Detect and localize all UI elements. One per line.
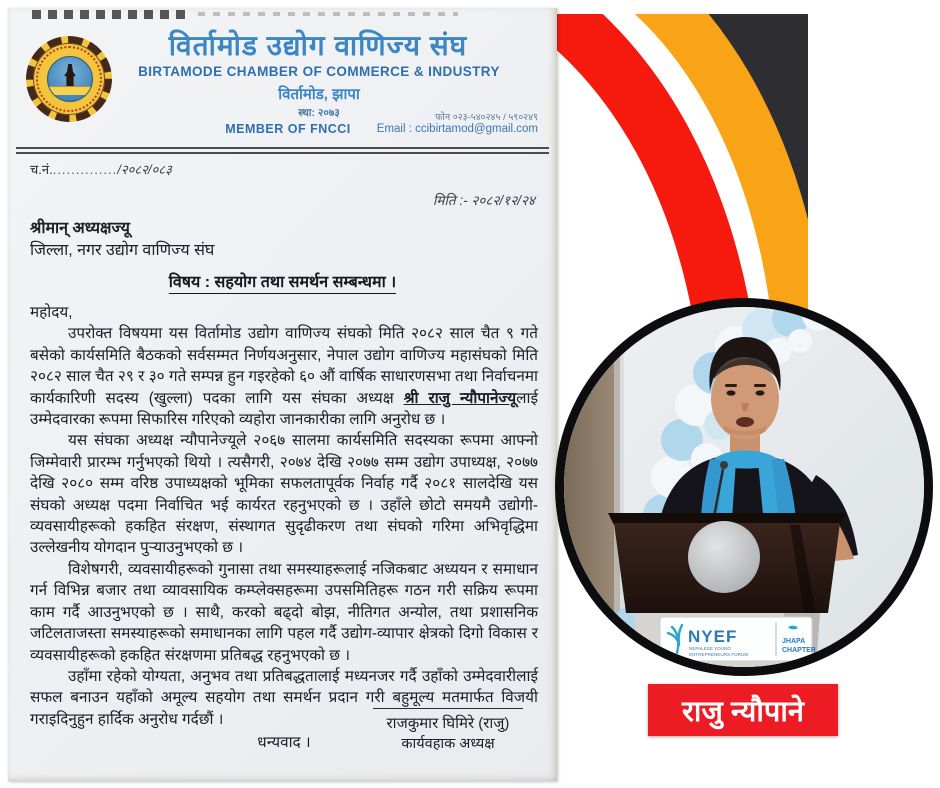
photo-illustration xyxy=(564,307,924,667)
paragraph-2: यस संघका अध्यक्ष न्यौपानेज्यूले २०६७ सालमा कार्यसमिति सदस्यका रूपमा आफ्नो जिम्मेवारी प्रारम्भ गर्नुभएको थियो । त्यसैगरी, २०७४ देखि २०७७ सम्म उद्योग उपाध्यक्ष, २०७७ देखि २०८० सम्म वरिष्ठ उपाध्यक्षको भूमिका सफलतापूर्वक निर्वाह गर्दै २०८१ सालदेखि यस संघको अध्यक्ष पदमा निर्वाचित भई कार्यरत रहनुभएको छ । उहाँले छोटो समयमै उद्योगी-व्यवसायीहरूको हकहित संरक्षण, संस्थागत सुदृढीकरण तथा संघको गरिमा अभिवृद्धिमा उल्लेखनीय योगदान पुर्‍याउनुभएको छ । xyxy=(30,432,538,557)
signature-block xyxy=(373,708,523,753)
signatory-name: राजकुमार घिमिरे (राजु) xyxy=(386,715,510,732)
scan-artifact xyxy=(32,10,192,19)
svg-text:NYEF: NYEF xyxy=(688,627,738,646)
svg-text:JHAPA: JHAPA xyxy=(782,638,806,645)
logo-emblem-icon xyxy=(64,64,76,86)
signature-line xyxy=(373,708,523,709)
birtamode-chamber-seal-logo xyxy=(26,36,112,122)
letterhead-divider xyxy=(16,147,549,154)
nyef-sign xyxy=(660,617,816,661)
letter-page xyxy=(8,8,557,781)
signatory-title: कार्यवहाक अध्यक्ष xyxy=(401,736,495,752)
paragraph-3: विशेषगरी, व्यवसायीहरूको गुनासा तथा समस्याहरूलाई नजिकबाट अध्ययन र समाधान गर्न विभिन्न बजार तथा व्यावसायिक कम्प्लेक्सहरूमा उपसमितिहरू गठन गरी सक्रिय रूपमा काम गर्दै आउनुभएको छ । साथै, करको बढ्दो बोझ, नीतिगत अन्योल, तथा प्रशासनिक जटिलताजस्ता समस्याहरूको समाधानका लागि पहल गर्दै उद्योग-व्यापार क्षेत्रको दिगो विकास र व्यवसायीहरूको हकहित संरक्षणमा प्रतिबद्ध रहनुभएको छ । xyxy=(30,560,538,664)
logo-band xyxy=(48,86,92,95)
org-established: स्था: २०७३ xyxy=(298,107,340,119)
member-of-fncci: MEMBER OF FNCCI xyxy=(225,122,351,136)
closing-thanks: धन्यवाद । xyxy=(257,734,311,752)
svg-text:NEPALESE YOUNG: NEPALESE YOUNG xyxy=(689,646,731,651)
ref-label: च.नं. xyxy=(30,162,53,177)
reference-number-row xyxy=(30,160,172,178)
podium-plate xyxy=(688,521,760,593)
letter-date-handwritten: मिति :- २०८२/१२/२४ xyxy=(432,193,535,208)
org-phone: फोन ०२३-५४०२४५ / ५९०२४९ xyxy=(435,112,538,123)
ref-number-handwritten: /२०८२/०८३ xyxy=(117,162,172,177)
letter-body xyxy=(30,302,538,754)
org-email: Email : ccibirtamod@gmail.com xyxy=(376,123,538,135)
paragraph-1: उपरोक्त विषयमा यस विर्तामोड उद्योग वाणिज्य संघको मिति २०८२ साल चैत ९ गते बसेको कार्यसमिति बैठकको सर्वसम्मत निर्णयअनुसार, नेपाल उद्योग वाणिज्य महासंघको मिति २०८२ साल चैत २९ र ३० गते सम्पन्न हुन गइरहेको ६० औं वार्षिक साधारणसभा तथा निर्वाचनमा कार्यकारिणी सदस्य (खुल्ला) पदका लागि यस संघका अध्यक्ष श्री राजु न्यौपानेज्यूलाई उम्मेदवारका रूपमा सिफारिस गरिएको व्यहोरा जानकारीका लागि अनुरोध छ । xyxy=(30,325,538,429)
salutation: महोदय, xyxy=(30,304,73,321)
candidate-photo xyxy=(555,298,933,676)
org-location: विर्तामोड, झापा xyxy=(278,86,360,103)
logo-core xyxy=(47,56,93,102)
svg-text:CHAPTER: CHAPTER xyxy=(782,647,816,654)
recipient-line-1: श्रीमान् अध्यक्षज्यू xyxy=(30,220,130,237)
org-name-nepali: विर्तामोड उद्योग वाणिज्य संघ xyxy=(168,30,468,61)
subject-line: विषय : सहयोग तथा समर्थन सम्बन्धमा । xyxy=(8,270,557,292)
recipient-line-2: जिल्ला, नगर उद्योग वाणिज्य संघ xyxy=(30,242,215,259)
open-mouth xyxy=(736,417,754,427)
paragraph-4: उहाँमा रहेको योग्यता, अनुभव तथा प्रतिबद्धतालाई मध्यनजर गर्दै उहाँको उम्मेदवारीलाई सफल बनाउन यहाँको अमूल्य सहयोग तथा समर्थन प्रदान गरी बहुमूल्य मतमार्फत विजयी गराइदिनुहुन हार्दिक अनुरोध गर्दछौं । xyxy=(30,667,538,728)
org-name-english: BIRTAMODE CHAMBER OF COMMERCE & INDUSTRY xyxy=(138,64,500,79)
caption-name-badge: राजु न्यौपाने xyxy=(648,684,838,736)
svg-text:ENTREPRENEURS FORUM: ENTREPRENEURS FORUM xyxy=(689,652,749,657)
candidate-name-highlight: श्री राजु न्यौपानेज्यू xyxy=(403,389,517,407)
ref-dotted-line: .............. xyxy=(52,162,118,177)
scan-artifact xyxy=(198,12,458,16)
podium xyxy=(608,513,846,667)
